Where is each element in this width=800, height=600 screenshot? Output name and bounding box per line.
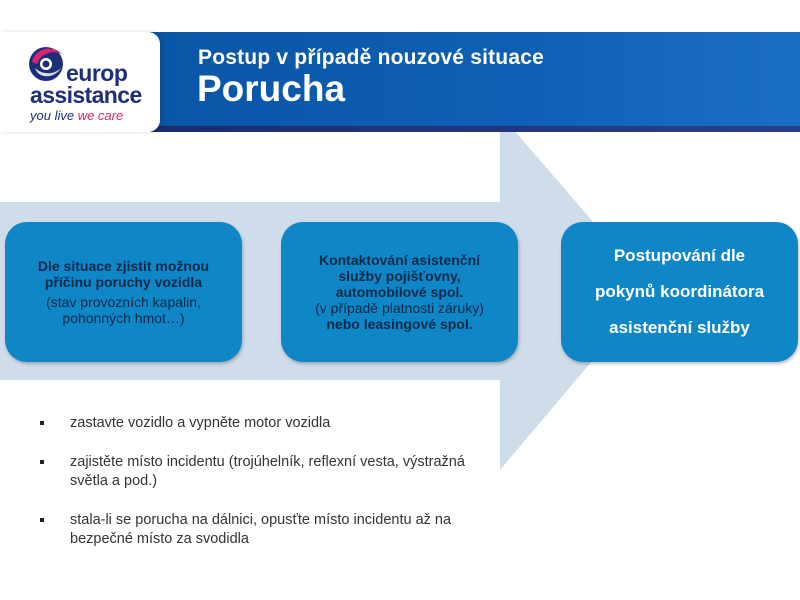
page-subtitle: Postup v případě nouzové situace: [198, 46, 544, 69]
list-item: [40, 453, 500, 491]
instruction-list: [40, 414, 500, 569]
slogan-start: you live: [30, 108, 75, 123]
step-2-detail: (v případě platnosti záruky): [315, 300, 484, 316]
list-item-text: stala-li se porucha na dálnici, opusťte místo incidentu až na bezpečné místo za svodidla: [70, 512, 452, 547]
step-2-heading-end: nebo leasingové spol.: [326, 316, 473, 332]
list-item-text: zajistěte místo incidentu (trojúhelník, reflexní vesta, výstražná světla a pod.): [70, 454, 465, 489]
list-item: [40, 414, 500, 433]
step-box-1: [5, 222, 242, 362]
logo: [0, 32, 160, 132]
list-item: [40, 511, 500, 549]
logo-assistance: assistance: [30, 82, 142, 108]
step-3-line-3: asistenční služby: [609, 318, 750, 337]
europ-assistance-logo-icon: [27, 42, 65, 84]
step-3-line-1: Postupování dle: [613, 246, 746, 265]
step-box-3: [561, 222, 798, 362]
list-item-text: zastavte vozidlo a vypněte motor vozidla: [70, 415, 331, 431]
bullet-icon: [40, 518, 44, 522]
bullet-icon: [40, 421, 44, 425]
header: [0, 32, 800, 132]
page-title: Porucha: [197, 68, 346, 109]
logo-slogan: [30, 108, 123, 123]
step-3-line-2: pokynů koordinátora: [594, 282, 765, 301]
step-2-heading: Kontaktování asistenční služby pojišťovny, automobilové spol.: [318, 252, 481, 300]
step-box-2: [281, 222, 518, 362]
logo-europ: europ: [66, 60, 128, 86]
step-1-detail: (stav provozních kapalin, pohonných hmot…): [46, 294, 201, 326]
slogan-end: we care: [77, 108, 124, 123]
step-1-heading: Dle situace zjistit možnou příčinu poruchy vozidla: [37, 258, 210, 290]
bullet-icon: [40, 460, 44, 464]
